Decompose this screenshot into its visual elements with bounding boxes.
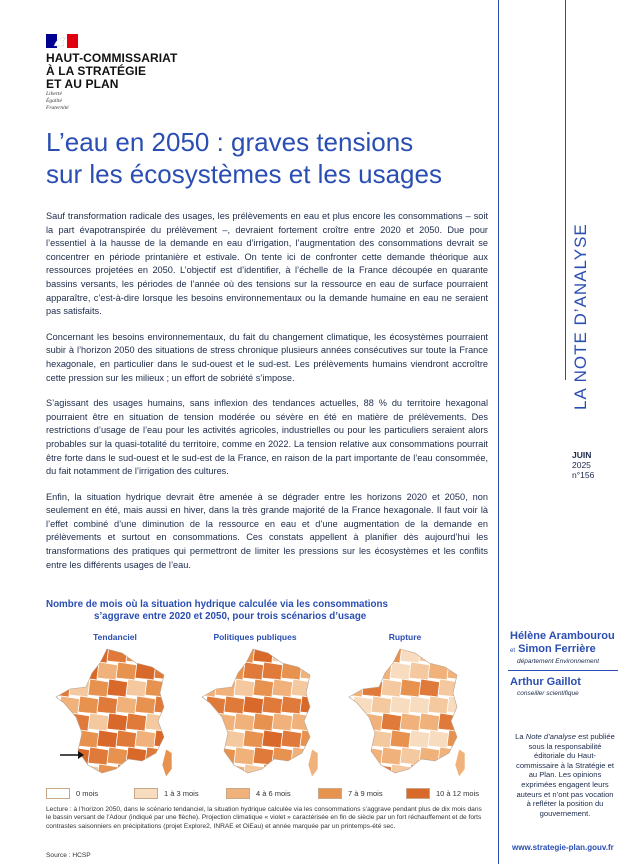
basin-region [243,662,264,680]
author-name-2: Simon Ferrière [518,643,596,655]
basin-region [438,713,459,731]
basin-region [262,662,283,680]
basin-region [272,713,293,731]
basin-region [362,713,383,731]
basin-region [438,645,459,663]
basin-region [381,645,402,663]
corsica-region [162,749,172,777]
basin-region [78,764,99,780]
legend-swatch [46,788,70,799]
org-line-1: HAUT-COMMISSARIAT [46,51,178,65]
basin-region [253,747,274,765]
basin-region [224,730,245,748]
basin-region [135,730,156,748]
figure-caption: Lecture : à l’horizon 2050, dans le scénario tendanciel, la situation hydrique calculée via les consommations s’aggrave pendant plus de dix mois dans le bassin versant de l’Adour (indiqué par une flèche). Projection climatique « violet » caractérisée en fin de siècle par un fort réchauffement et de forts contrastes saisonniers en précipitations (projet Explore2, INRAE et OiEau) et année marquée par un printemps-été sec. [46,806,482,830]
basin-region [300,730,321,748]
issue-year: 2025 [572,460,591,470]
divider [508,670,618,671]
series-label: LA NOTE D’ANALYSE [571,223,590,410]
basin-region [88,679,109,697]
basin-region [272,645,293,663]
org-line-3: ET AU PLAN [46,77,119,91]
basin-region [173,730,177,748]
basin-region [262,730,283,748]
basin-region [419,679,440,697]
basin-region [97,696,118,714]
basin-region [319,662,323,680]
basin-region [173,764,177,780]
legend-swatch [134,788,158,799]
basin-region [371,696,392,714]
basin-region [116,662,137,680]
legend-swatch [318,788,342,799]
legend-swatch [226,788,250,799]
basin-region [88,645,109,663]
basin-region [215,713,236,731]
basin-region [352,730,373,748]
basin-region [281,662,302,680]
legend-label: 7 à 9 mois [348,789,383,798]
basin-region [390,730,411,748]
basin-region [145,713,166,731]
basin-region [59,764,80,780]
basin-region [59,730,80,748]
basin-region [164,679,177,697]
basin-region [447,696,468,714]
basin-region [345,713,364,731]
basin-region [215,747,236,765]
basin-region [88,713,109,731]
issue-month: JUIN [572,450,592,460]
basin-region [345,679,364,697]
basin-region [457,713,470,731]
basin-region [371,764,392,780]
basin-region [409,730,430,748]
legend-label: 4 à 6 mois [256,789,291,798]
basin-region [126,747,147,765]
org-line-2: À LA STRATÉGIE [46,64,147,78]
basin-region [224,662,245,680]
basin-region [345,645,364,663]
basin-region [173,696,177,714]
basin-region [234,645,255,663]
republic-motto [46,91,69,112]
basin-region [466,662,470,680]
basin-region [135,662,156,680]
basin-region [281,696,302,714]
basin-region [88,747,109,765]
basin-region [371,730,392,748]
basin-region [381,747,402,765]
basin-region [428,696,449,714]
issue-info [572,450,594,480]
basin-region [145,679,166,697]
basin-region [400,645,421,663]
map-legend [46,788,486,800]
basin-region [78,730,99,748]
basin-region [352,764,373,780]
basin-region [145,645,166,663]
basin-region [59,662,80,680]
basin-region [198,679,217,697]
author-role: département Environnement [517,658,600,665]
basin-region [253,645,274,663]
organization-name [46,52,177,91]
basin-region [107,679,128,697]
series-label-box [556,225,606,440]
basin-region [310,679,323,697]
basin-region [371,662,392,680]
basin-region [52,645,71,663]
basin-region [447,730,468,748]
legend-label: 0 mois [76,789,99,798]
basin-region [438,679,459,697]
basin-region [457,679,470,697]
basin-region [419,645,440,663]
basin-region [97,730,118,748]
basin-region [390,696,411,714]
basin-region [457,645,470,663]
legend-label: 1 à 3 mois [164,789,199,798]
basin-region [135,696,156,714]
basin-region [205,696,226,714]
author-conjunction: et [510,648,516,654]
basin-region [126,713,147,731]
basin-region [281,764,302,780]
legend-swatch [406,788,430,799]
basin-region [234,679,255,697]
legend-item [134,788,199,799]
basin-region [390,662,411,680]
corsica-region [455,749,465,777]
basin-region [409,662,430,680]
note-italic: Note d’analyse [525,732,576,741]
basin-region [400,713,421,731]
legend-item [46,788,98,799]
basin-region [52,679,71,697]
map-france-rupture [345,645,470,780]
basin-region [135,764,156,780]
basin-region [447,662,468,680]
basin-region [164,713,177,731]
legend-label: 10 à 12 mois [436,789,479,798]
basin-region [215,645,236,663]
motto-fraternite: Fraternité [46,105,69,111]
title-line-2: sur les écosystèmes et les usages [46,159,442,189]
author-name: Hélène Arambourou [510,630,615,642]
title-line-1: L’eau en 2050 : graves tensions [46,127,414,157]
basin-region [262,696,283,714]
basin-region [319,764,323,780]
basin-region [419,713,440,731]
basin-region [319,730,323,748]
basin-region [224,764,245,780]
basin-region [345,747,364,765]
basin-region [310,645,323,663]
website-link[interactable]: www.strategie-plan.gouv.fr [512,843,614,852]
basin-region [69,645,90,663]
editorial-note [515,732,615,818]
arrow-icon [60,750,84,760]
basin-region [272,679,293,697]
basin-region [352,662,373,680]
figure-title [46,599,446,623]
basin-region [300,696,321,714]
basin-region [291,713,312,731]
basin-region [234,713,255,731]
marianne-logo [46,34,78,48]
basin-region [272,747,293,765]
basin-region [205,662,226,680]
issue-number: n°156 [572,470,595,480]
legend-item [406,788,479,799]
basin-region [291,679,312,697]
basin-region [52,713,71,731]
basin-region [198,645,217,663]
basin-region [253,679,274,697]
basin-region [205,730,226,748]
basin-region [400,747,421,765]
basin-region [69,713,90,731]
motto-egalite: Égalité [46,98,62,104]
basin-region [362,747,383,765]
basin-region [173,662,177,680]
basin-region [362,645,383,663]
summary-text [46,210,488,584]
basin-region [319,696,323,714]
basin-region [154,696,175,714]
basin-region [466,730,470,748]
legend-item [318,788,383,799]
basin-region [428,662,449,680]
author-role: conseiller scientifique [517,690,579,697]
basin-region [428,764,449,780]
paragraph: Enfin, la situation hydrique devrait être amenée à se dégrader entre les horizons 2020 et 2050, non seulement en été, mais aussi en hiver, dans la très grande majorité de la France hexagonale. Il faut voir là l’effet combiné d’une diminution de la ressource en eau et d’une augmentation de la demande en prélèvements et surtout en consommations. Ces constats appellent à planifier dès aujourd’hui les transformations des pratiques qui permettront de limiter les pressions sur les écosystèmes et les conflits entre les différents usages de l’eau. [46,491,488,570]
basin-region [400,679,421,697]
basin-region [164,645,177,663]
map-france-politiques [198,645,323,780]
author-name [510,643,596,658]
note-body: est publiée sous la responsabilité éditoriale du Haut-commissaire à la Stratégie et au Plan. Les opinions exprimées engagent leurs auteurs et n’ont pas vocation à refléter la position du gouvernement. [516,732,615,818]
basin-region [291,645,312,663]
paragraph: S’agissant des usages humains, sans inflexion des tendances actuelles, 88 % du territoire hexagonal pourraient être en situation de tension modérée ou sévère en été en matière de prélèvements. Des restrictions d’usage de l’eau pour les activités agricoles, industrielles ou pour les particuliers seraient alors probables sur la quasi-totalité du territoire, comme en 2022. La tension relative aux consommations pourrait être forte dans le sud-ouest et le sud-est de la France, en raison de la part importante de l’eau consommée, du fait notamment de l’irrigation des cultures. [46,398,488,477]
author-name: Arthur Gaillot [510,676,581,688]
basin-region [352,696,373,714]
basin-region [281,730,302,748]
paragraph: Sauf transformation radicale des usages, les prélèvements en eau et plus encore les consommations – soit la part évapotranspirée du prélèvement –, devraient fortement croître entre 2020 et 2050. Due pour l’essentiel à la hausse de la demande en eau d’irrigation, l’augmentation des consommations devrait se concentrer en période printanière et estivale. On tente ici de confronter cette demande théorique aux ressources projetées en 2050. L’objectif est d’identifier, à l’échelle de la France découpée en quarante bassins versants, les périodes de l’année où des tensions sur la ressource en eau de surface pourraient apparaître, c’est-à-dire lorsque les besoins environnementaux ou la demande humaine en eau ne seraient pas satisfaits. [46,211,488,317]
basin-region [300,662,321,680]
basin-region [409,696,430,714]
basin-region [59,696,80,714]
basin-region [107,645,128,663]
note-prefix: La [515,732,526,741]
basin-region [466,764,470,780]
basin-region [97,662,118,680]
basin-region [381,713,402,731]
basin-region [381,679,402,697]
basin-region [107,713,128,731]
basin-region [126,645,147,663]
map-label-rupture: Rupture [388,632,422,642]
basin-region [154,730,175,748]
basin-region [116,696,137,714]
basin-region [78,696,99,714]
basin-region [310,713,323,731]
basin-region [243,696,264,714]
page-title [46,126,476,190]
basin-region [198,747,217,765]
basin-region [224,696,245,714]
map-label-politiques: Politiques publiques [213,632,297,642]
basin-region [78,662,99,680]
motto-liberte: Liberté [46,91,62,97]
figure-title-line-1: Nombre de mois où la situation hydrique calculée via les consommations [46,599,388,610]
basin-region [107,747,128,765]
legend-item [226,788,291,799]
basin-region [466,696,470,714]
map-label-tendanciel: Tendanciel [93,632,137,642]
basin-region [154,662,175,680]
paragraph: Concernant les besoins environnementaux, du fait du changement climatique, les écosystèmes pourraient subir à l’horizon 2050 des situations de stress chronique plusieurs années consécutives sur toute la France hexagonale, en particulier dans le sud-ouest et le sud-est. Les prélèvements humains viendront accroître cette pression sur les milieux ; un effort de sobriété s’impose. [46,331,488,383]
basin-region [126,679,147,697]
basin-region [234,747,255,765]
basin-region [116,730,137,748]
corsica-region [308,749,318,777]
basin-region [243,730,264,748]
basin-region [205,764,226,780]
figure-title-line-2: s’aggrave entre 2020 et 2050, pour trois scénarios d’usage [94,611,367,622]
basin-region [419,747,440,765]
basin-region [253,713,274,731]
figure-source: Source : HCSP [46,852,91,859]
basin-region [428,730,449,748]
basin-region [198,713,217,731]
